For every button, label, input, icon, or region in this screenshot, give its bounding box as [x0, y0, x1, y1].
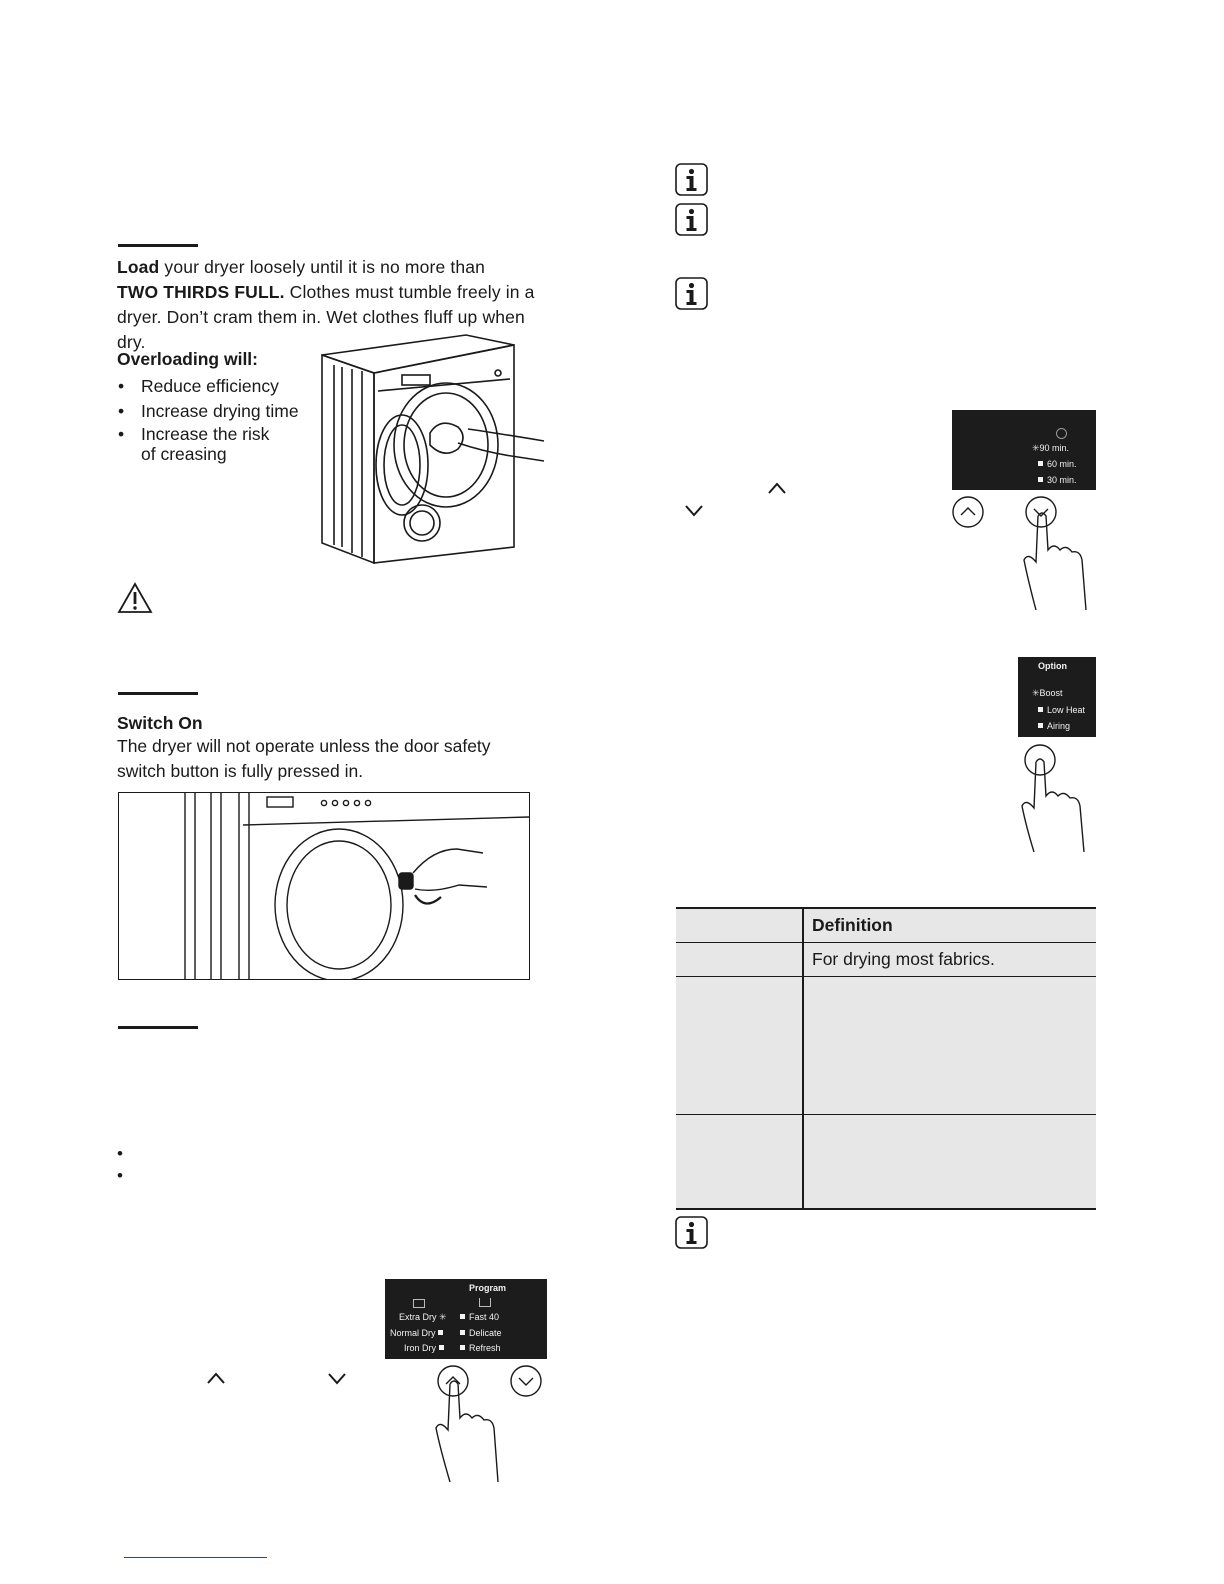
door-switch-drawing	[119, 793, 529, 979]
section-rule-program	[118, 1026, 198, 1029]
option-airing-label: Airing	[1047, 721, 1071, 731]
overloading-heading: Overloading will:	[117, 349, 258, 369]
list-item-text: Increase the risk	[141, 424, 270, 444]
option-panel-title: Option	[1038, 661, 1067, 671]
program-fast-40[interactable]	[460, 1312, 499, 1322]
section-rule-load	[118, 244, 198, 247]
blink-indicator-icon: ✳	[1032, 443, 1040, 453]
load-text-3: dryer. Don’t cram them in. Wet clothes fluff up when dry.	[117, 307, 525, 352]
list-item: • Increase drying time	[118, 399, 318, 424]
option-airing[interactable]	[1038, 721, 1070, 731]
program-refresh-label: Refresh	[469, 1343, 501, 1353]
indicator-square	[1038, 707, 1043, 712]
option-boost[interactable]	[1032, 688, 1063, 699]
indicator-square	[1038, 723, 1043, 728]
info-icon	[675, 277, 708, 310]
switch-on-heading: Switch On	[117, 713, 203, 733]
iron-icon	[479, 1298, 491, 1307]
door-switch-illustration	[118, 792, 530, 980]
option-low-heat[interactable]	[1038, 705, 1085, 715]
time-30-label: 30 min.	[1047, 475, 1077, 485]
load-text-2: Clothes must tumble freely in a	[284, 282, 535, 302]
list-item	[118, 424, 318, 464]
option-boost-label: Boost	[1039, 688, 1063, 698]
program-iron-dry[interactable]	[404, 1343, 444, 1353]
time-panel	[952, 410, 1096, 490]
table-cell	[676, 1115, 803, 1209]
bullet-marker-2: •	[117, 1166, 123, 1185]
option-button-illustration	[1018, 740, 1100, 854]
load-text-1: your dryer loosely until it is no more than	[159, 257, 486, 277]
indicator-square	[1038, 461, 1043, 466]
indicator-square	[460, 1330, 465, 1335]
info-icon	[675, 203, 708, 236]
indicator-square	[439, 1345, 444, 1350]
option-low-heat-label: Low Heat	[1047, 705, 1086, 715]
program-panel	[385, 1279, 547, 1359]
program-extra-dry[interactable]	[399, 1312, 447, 1323]
table-row	[676, 1115, 1096, 1209]
time-60-label: 60 min.	[1047, 459, 1077, 469]
program-delicate-label: Delicate	[469, 1328, 502, 1338]
program-buttons-illustration	[432, 1362, 548, 1484]
load-bold-word: Load	[117, 257, 160, 277]
program-delicate[interactable]	[460, 1328, 502, 1338]
overloading-list	[118, 374, 318, 464]
time-down-button[interactable]	[1026, 497, 1056, 527]
blink-indicator-icon: ✳	[439, 1312, 447, 1322]
indicator-square	[438, 1330, 443, 1335]
option-button[interactable]	[1025, 745, 1055, 775]
time-buttons-illustration	[950, 494, 1100, 612]
chevron-down-icon	[684, 504, 704, 518]
indicator-square	[1038, 477, 1043, 482]
warning-icon	[117, 582, 153, 614]
program-normal-dry[interactable]	[390, 1328, 443, 1338]
program-down-button[interactable]	[511, 1366, 541, 1396]
table-header-row	[676, 908, 1096, 943]
list-item: • Reduce efficiency	[118, 374, 318, 399]
time-30[interactable]	[1038, 475, 1077, 485]
table-cell	[803, 1115, 1096, 1209]
list-item-text-cont: of creasing	[141, 444, 227, 464]
table-cell	[676, 943, 803, 977]
table-cell	[803, 977, 1096, 1115]
time-90-label: 90 min.	[1039, 443, 1070, 453]
program-normal-dry-label: Normal Dry	[390, 1328, 436, 1338]
program-extra-dry-label: Extra Dry	[399, 1312, 437, 1322]
two-thirds-full: TWO THIRDS FULL.	[117, 282, 285, 302]
section-rule-switch-on	[118, 692, 198, 695]
option-panel	[1018, 657, 1096, 737]
bullet-marker-1: •	[117, 1144, 123, 1163]
footer-link-underline	[124, 1557, 267, 1558]
chevron-up-icon	[206, 1371, 226, 1385]
time-90[interactable]	[1032, 443, 1069, 454]
program-definition-table	[676, 907, 1096, 1210]
blink-indicator-icon: ✳	[1032, 688, 1040, 698]
time-up-button[interactable]	[953, 497, 983, 527]
program-fast-40-label: Fast 40	[469, 1312, 500, 1322]
table-row	[676, 943, 1096, 977]
indicator-square	[460, 1345, 465, 1350]
switch-on-paragraph	[117, 734, 547, 784]
indicator-square	[460, 1314, 465, 1319]
table-cell	[676, 977, 803, 1115]
chevron-down-icon	[327, 1372, 347, 1386]
table-header-program	[676, 908, 803, 943]
chevron-up-icon	[767, 481, 787, 495]
switch-on-line-2: switch button is fully pressed in.	[117, 761, 364, 781]
program-iron-dry-label: Iron Dry	[404, 1343, 437, 1353]
table-cell-definition: For drying most fabrics.	[803, 943, 1096, 977]
cabinet-icon	[413, 1299, 425, 1308]
switch-on-line-1: The dryer will not operate unless the door safety	[117, 736, 491, 756]
clock-icon	[1056, 428, 1067, 439]
table-row	[676, 977, 1096, 1115]
time-60[interactable]	[1038, 459, 1077, 469]
table-header-definition: Definition	[803, 908, 1096, 943]
info-icon	[675, 1216, 708, 1249]
program-panel-title: Program	[469, 1283, 507, 1293]
program-refresh[interactable]	[460, 1343, 501, 1353]
info-icon	[675, 163, 708, 196]
dryer-loading-illustration	[318, 333, 548, 568]
